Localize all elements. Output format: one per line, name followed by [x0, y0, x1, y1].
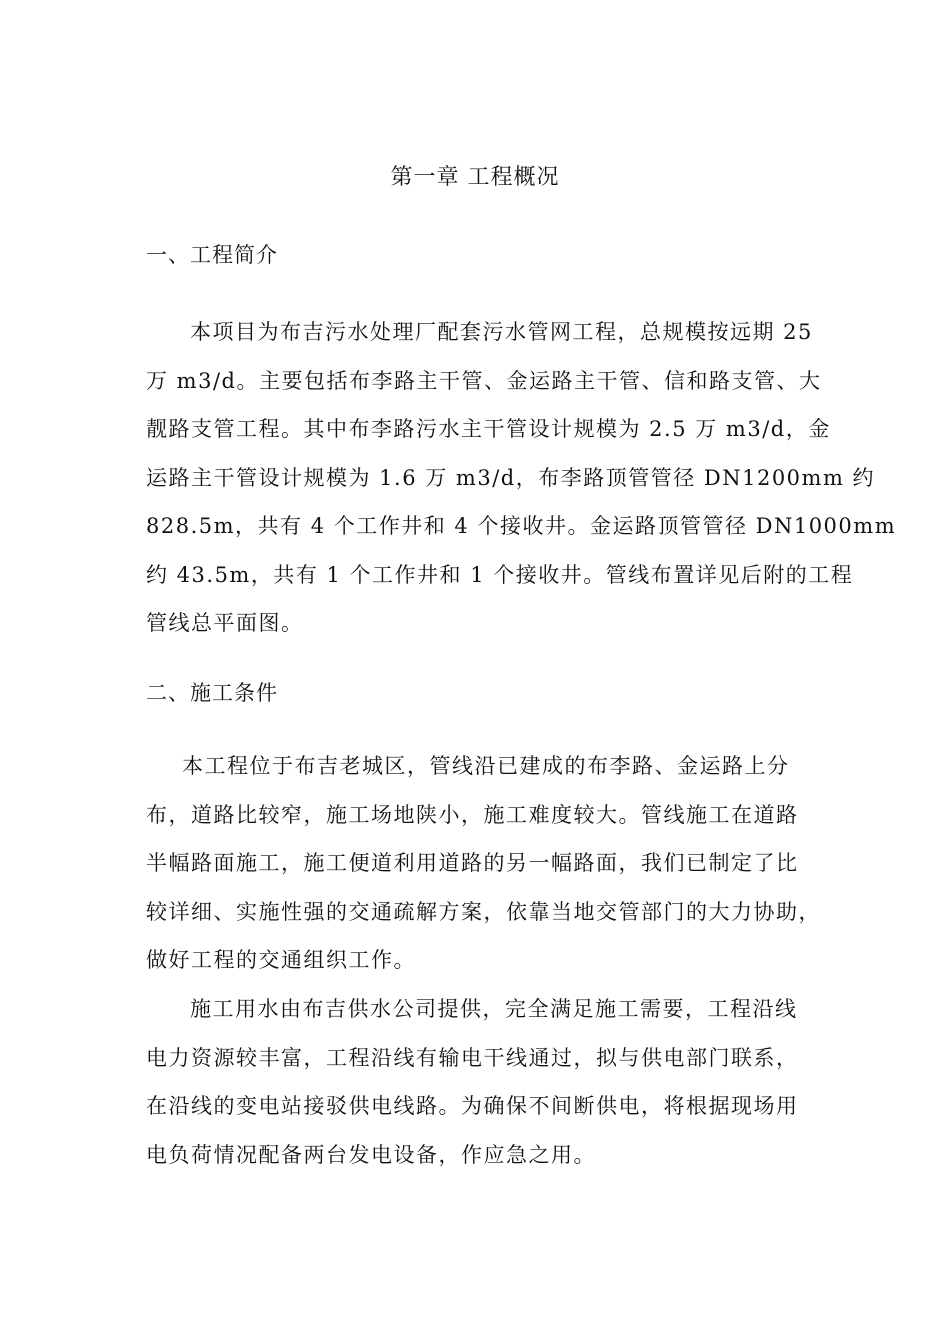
paragraph-water-power [146, 985, 816, 1179]
section-heading-conditions: 二、施工条件 [146, 681, 278, 705]
paragraph-project-intro [146, 308, 897, 648]
paragraph-line: 半幅路面施工，施工便道利用道路的另一幅路面，我们已制定了比 [146, 851, 799, 875]
paragraph-line: 828.5m，共有 4 个工作井和 4 个接收井。金运路顶管管径 DN1000mm [146, 514, 897, 538]
paragraph-line: 电力资源较丰富，工程沿线有输电干线通过，拟与供电部门联系， [146, 1045, 799, 1070]
chapter-title: 第一章 工程概况 [390, 165, 560, 190]
paragraph-line: 万 m3/d。主要包括布李路主干管、金运路主干管、信和路支管、大 [146, 368, 822, 393]
paragraph-line: 管线总平面图。 [146, 611, 304, 635]
paragraph-line: 在沿线的变电站接驳供电线路。为确保不间断供电，将根据现场用 [146, 1094, 799, 1118]
section-heading-overview: 一、工程简介 [146, 243, 278, 267]
paragraph-line: 本工程位于布吉老城区，管线沿已建成的布李路、金运路上分 [182, 754, 790, 778]
paragraph-line: 约 43.5m，共有 1 个工作井和 1 个接收井。管线布置详见后附的工程 [146, 562, 854, 587]
paragraph-line: 靓路支管工程。其中布李路污水主干管设计规模为 2.5 万 m3/d，金 [146, 417, 831, 441]
paragraph-line: 施工用水由布吉供水公司提供，完全满足施工需要，工程沿线 [190, 997, 798, 1021]
paragraph-line: 运路主干管设计规模为 1.6 万 m3/d，布李路顶管管径 DN1200mm 约 [146, 465, 876, 490]
paragraph-site-conditions [146, 742, 821, 985]
paragraph-line: 布，道路比较窄，施工场地陕小，施工难度较大。管线施工在道路 [146, 802, 799, 827]
paragraph-line: 本项目为布吉污水处理厂配套污水管网工程，总规模按远期 25 [190, 320, 813, 344]
paragraph-line: 电负荷情况配备两台发电设备，作应急之用。 [146, 1142, 596, 1167]
paragraph-line: 做好工程的交通组织工作。 [146, 948, 416, 972]
paragraph-line: 较详细、实施性强的交通疏解方案，依靠当地交管部门的大力协助， [146, 899, 821, 924]
